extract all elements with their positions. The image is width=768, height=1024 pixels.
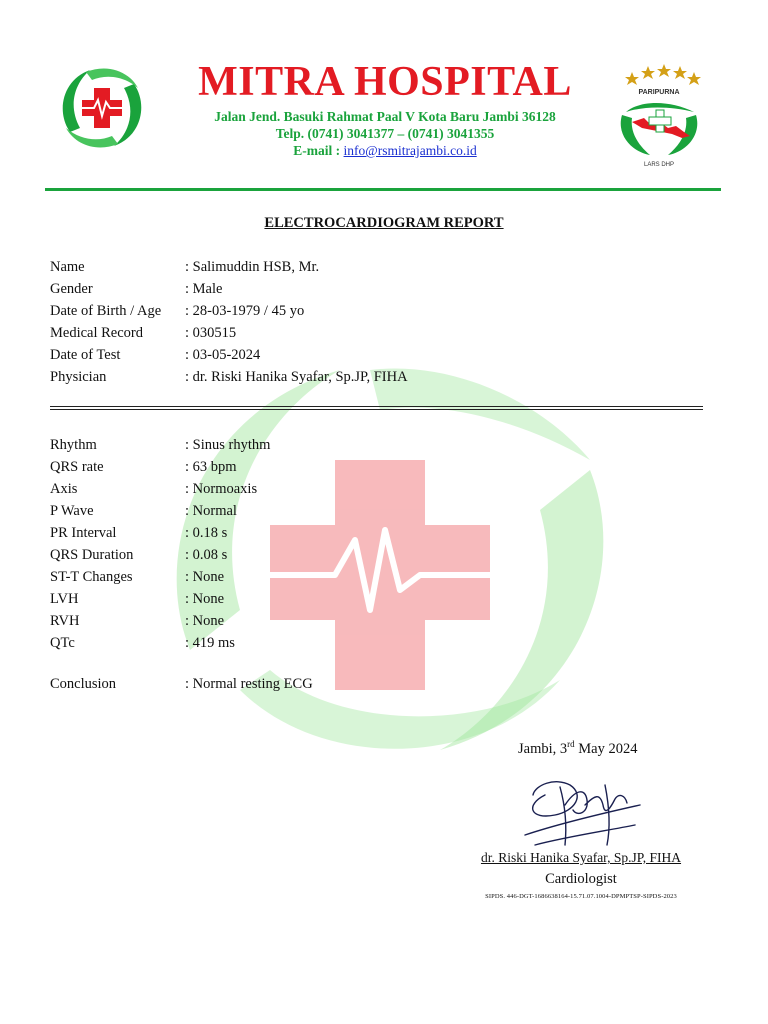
header-divider	[45, 188, 721, 191]
hospital-name: MITRA HOSPITAL	[198, 59, 572, 105]
finding-value: : Normal	[185, 503, 237, 519]
conclusion-label: Conclusion	[50, 676, 117, 692]
finding-label: QTc	[50, 635, 75, 651]
doctor-name: dr. Riski Hanika Syafar, Sp.JP, FIHA	[480, 850, 682, 865]
accreditation-bottom-text: LARS DHP	[643, 162, 675, 168]
finding-value: : 419 ms	[185, 635, 235, 651]
finding-value: : Sinus rhythm	[185, 437, 271, 453]
place-date-sup: rd	[567, 739, 575, 749]
place-date-suffix: May 2024	[574, 740, 638, 757]
info-row	[50, 322, 710, 344]
finding-label: QRS Duration	[50, 547, 134, 563]
finding-row	[50, 544, 710, 566]
field-label: Date of Birth / Age	[50, 303, 162, 319]
info-row	[50, 344, 710, 366]
doctor-role: Cardiologist	[545, 871, 617, 887]
field-label: Gender	[50, 281, 93, 297]
info-row	[50, 300, 710, 322]
signature-icon	[515, 765, 650, 855]
finding-label: Axis	[50, 481, 78, 497]
info-row	[50, 256, 710, 278]
place-date-prefix: Jambi, 3	[518, 740, 568, 757]
finding-value: : 63 bpm	[185, 459, 237, 475]
finding-label: ST-T Changes	[50, 569, 133, 585]
field-label: Name	[50, 259, 85, 275]
finding-label: PR Interval	[50, 525, 117, 541]
finding-row	[50, 610, 710, 632]
finding-row	[50, 478, 710, 500]
section-divider	[50, 406, 703, 410]
ecg-findings	[50, 434, 710, 654]
hospital-email-line	[150, 142, 620, 159]
hospital-address: Jalan Jend. Basuki Rahmat Paal V Kota Baru Jambi 36128	[214, 109, 556, 124]
conclusion-row	[50, 673, 710, 695]
conclusion	[50, 673, 710, 695]
finding-value: : 0.08 s	[185, 547, 228, 563]
license-number: SIPDS. 446-DGT-1686638164-15.71.07.1004-DPMPTSP-SIPDS-2023	[485, 893, 677, 900]
finding-row	[50, 456, 710, 478]
finding-row	[50, 522, 710, 544]
field-label: Medical Record	[50, 325, 144, 341]
info-row	[50, 366, 710, 388]
field-value: : dr. Riski Hanika Syafar, Sp.JP, FIHA	[185, 369, 408, 385]
finding-row	[50, 588, 710, 610]
report-title: ELECTROCARDIOGRAM REPORT	[264, 215, 504, 231]
field-value: : Male	[185, 281, 223, 297]
finding-label: QRS rate	[50, 459, 104, 475]
conclusion-value: : Normal resting ECG	[185, 676, 313, 692]
finding-value: : 0.18 s	[185, 525, 228, 541]
place-date	[518, 739, 637, 758]
finding-row	[50, 500, 710, 522]
finding-value: : None	[185, 591, 225, 607]
finding-label: Rhythm	[50, 437, 97, 453]
accreditation-logo-icon	[610, 60, 708, 170]
finding-label: P Wave	[50, 503, 94, 519]
email-link[interactable]: info@rsmitrajambi.co.id	[343, 143, 477, 158]
finding-value: : None	[185, 613, 225, 629]
finding-row	[50, 632, 710, 654]
field-value: : 03-05-2024	[185, 347, 261, 363]
field-value: : Salimuddin HSB, Mr.	[185, 259, 320, 275]
finding-row	[50, 434, 710, 456]
hospital-logo-icon	[56, 62, 148, 154]
finding-label: RVH	[50, 613, 80, 629]
field-value: : 28-03-1979 / 45 yo	[185, 303, 305, 319]
info-row	[50, 278, 710, 300]
field-label: Physician	[50, 369, 107, 385]
patient-info	[50, 256, 710, 388]
finding-value: : None	[185, 569, 225, 585]
hospital-phone: Telp. (0741) 3041377 – (0741) 3041355	[275, 126, 495, 141]
field-value: : 030515	[185, 325, 237, 341]
finding-row	[50, 566, 710, 588]
finding-value: : Normoaxis	[185, 481, 258, 497]
accreditation-top-text: PARIPURNA	[638, 89, 680, 96]
finding-label: LVH	[50, 591, 79, 607]
email-label: E-mail :	[293, 143, 344, 158]
letterhead	[0, 0, 768, 200]
field-label: Date of Test	[50, 347, 121, 363]
